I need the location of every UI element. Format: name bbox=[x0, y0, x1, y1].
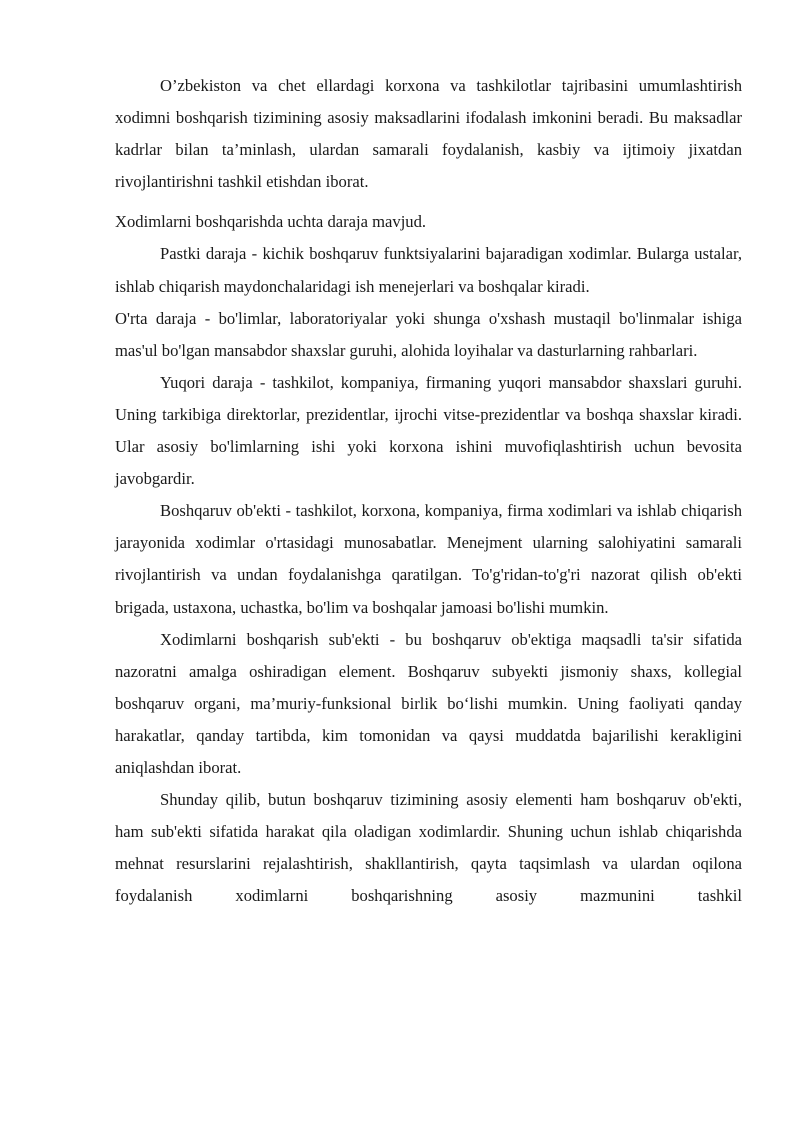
paragraph-management-object: Boshqaruv ob'ekti - tashkilot, korxona, kompaniya, firma xodimlari va ishlab chiqarish jarayonida xodimlar o'rtasidagi munosabatlar. Menejment ularning salohiyatini samarali rivojlantirish va undan foydalanishga qaratilgan. To'g'ridan-to'g'ri nazorat qilish ob'ekti brigada, ustaxona, uchastka, bo'lim va boshqalar jamoasi bo'lishi mumkin. bbox=[115, 501, 742, 617]
paragraph-conclusion: Shunday qilib, butun boshqaruv tizimining asosiy elementi ham boshqaruv ob'ekti, ham sub'ekti sifatida harakat qila oladigan xodimlardir. Shuning uchun ishlab chiqarishda mehnat resurslarini rejalashtirish, shakllantirish, qayta taqsimlash va ulardan oqilona foydalanish xodimlarni boshqarishning asosiy mazmunini tashkil bbox=[115, 790, 742, 906]
paragraph-levels-heading: Xodimlarni boshqarishda uchta daraja mavjud. bbox=[115, 212, 427, 232]
paragraph-middle-level: O'rta daraja - bo'limlar, laboratoriyalar yoki shunga o'xshash mustaqil bo'linmalar ishiga mas'ul bo'lgan mansabdor shaxslar guruhi, alohida loyihalar va dasturlarning rahbarlari. bbox=[115, 308, 742, 360]
document-page bbox=[115, 70, 742, 912]
paragraph-management-subject: Xodimlarni boshqarish sub'ekti - bu boshqaruv ob'ektiga maqsadli ta'sir sifatida nazoratni amalga oshiradigan element. Boshqaruv subyekti jismoniy shaxs, kollegial boshqaruv organi, ma’muriy-funksional birlik bo‘lishi mumkin. Uning faoliyati qanday harakatlar, qanday tartibda, kim tomonidan va qaysi muddatda bajarilishi kerakligini aniqlashdan iborat. bbox=[115, 629, 742, 777]
paragraph-lower-level: Pastki daraja - kichik boshqaruv funktsiyalarini bajaradigan xodimlar. Bularga ustalar, ishlab chiqarish maydonchalaridagi ish menejerlari va boshqalar kiradi. bbox=[115, 244, 742, 296]
paragraph-upper-level: Yuqori daraja - tashkilot, kompaniya, firmaning yuqori mansabdor shaxslari guruhi. Uning tarkibiga direktorlar, prezidentlar, ijrochi vitse-prezidentlar va boshqa shaxslar kiradi. Ular asosiy bo'limlarning ishi yoki korxona ishini muvofiqlashtirish uchun bevosita javobgardir. bbox=[115, 372, 742, 489]
paragraph-intro: O’zbekiston va chet ellardagi korxona va tashkilotlar tajribasini umumlashtirish xodimni boshqarish tizimining asosiy maksadlarini ifodalash imkonini beradi. Bu maksadlar kadrlar bilan ta’minlash, ulardan samarali foydalanish, kasbiy va ijtimoiy jixatdan rivojlantirishni tashkil etishdan iborat. bbox=[115, 76, 742, 192]
